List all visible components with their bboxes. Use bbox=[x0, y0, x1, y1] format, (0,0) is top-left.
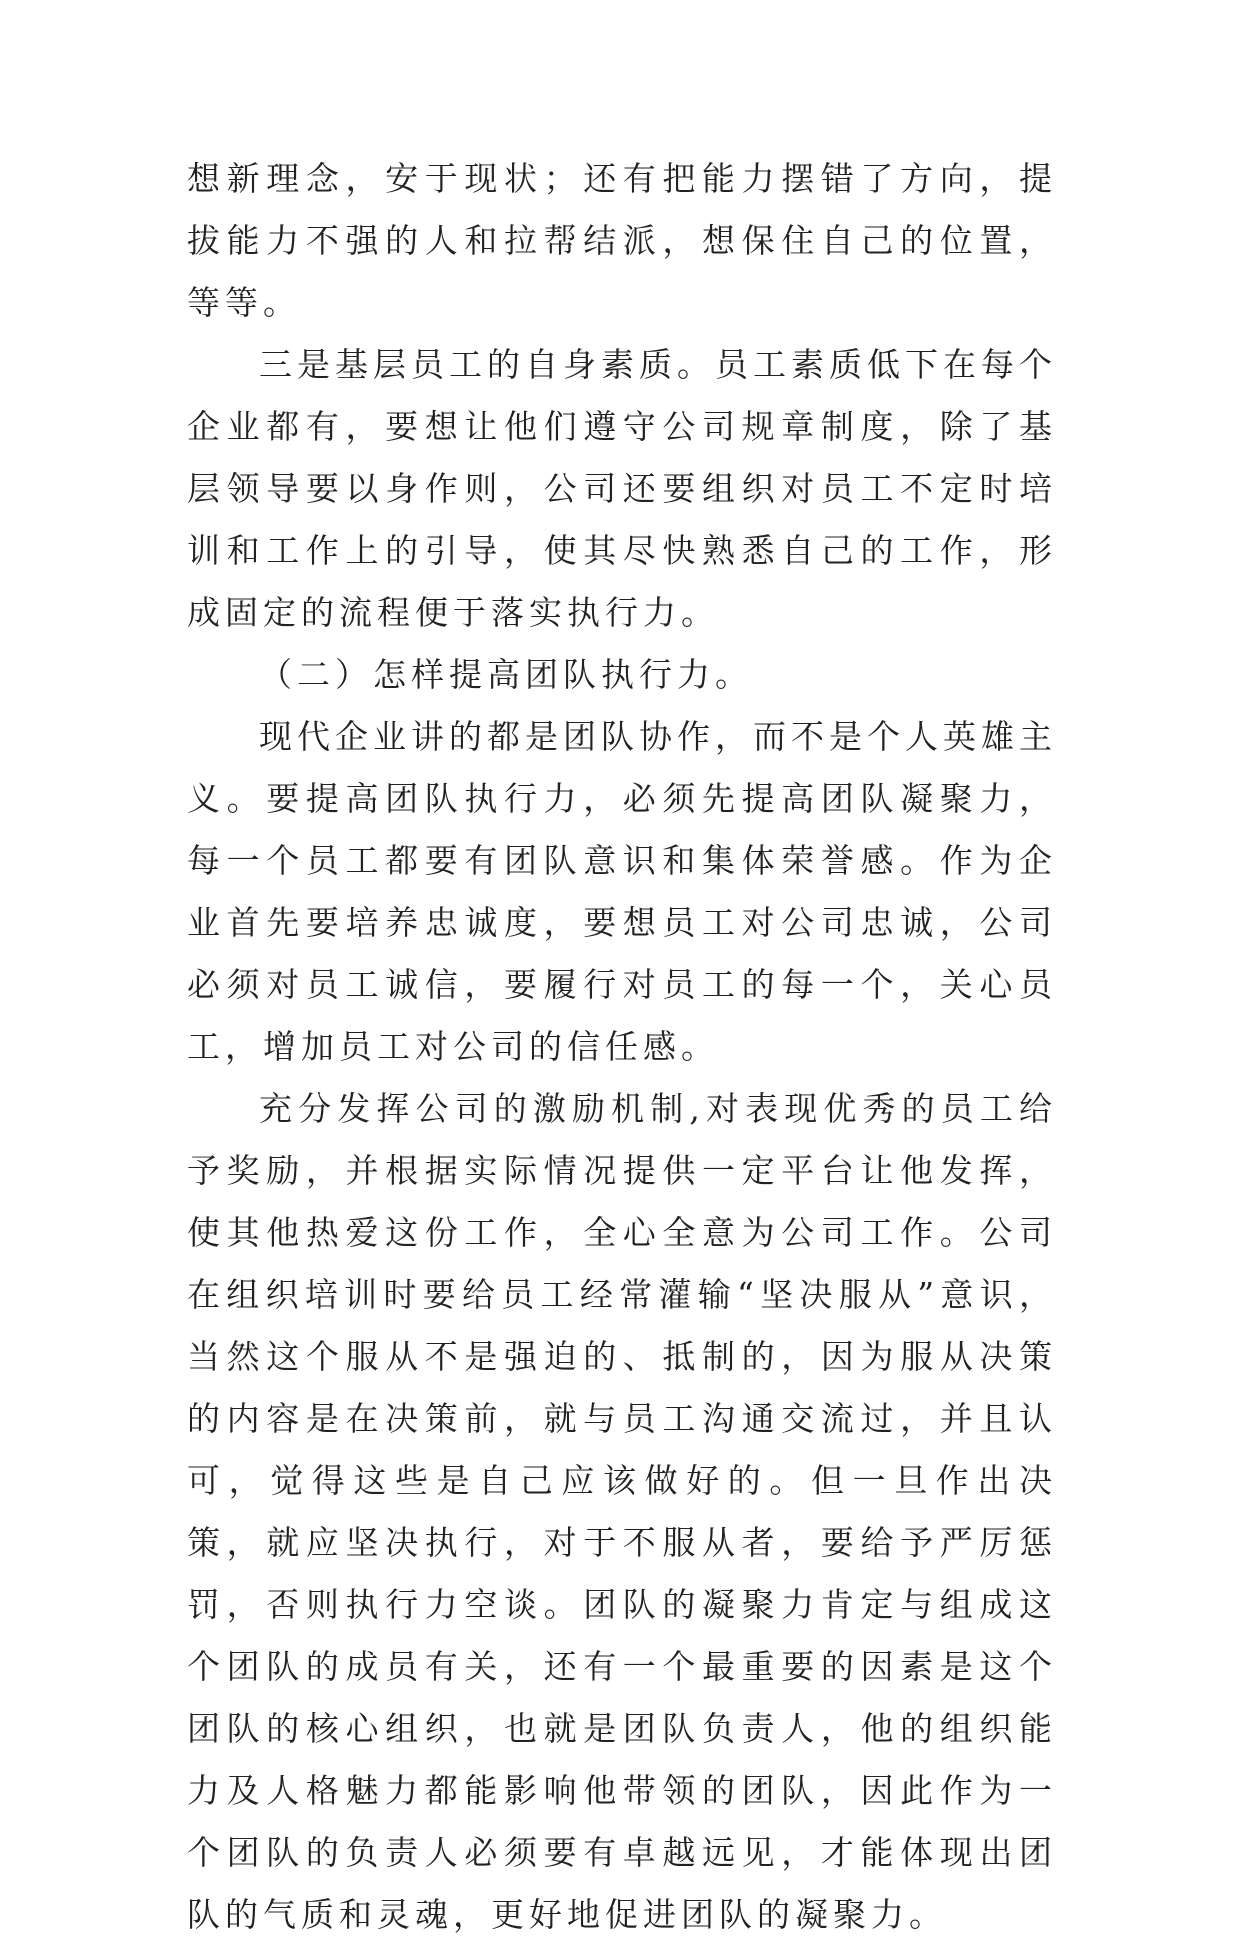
paragraph-continuation: 想新理念，安于现状；还有把能力摆错了方向，提拔能力不强的人和拉帮结派，想保住自己的位置，等等。 bbox=[187, 159, 1057, 322]
section-heading: （二）怎样提高团队执行力。 bbox=[259, 655, 753, 694]
paragraph-incentive-mechanism: 充分发挥公司的激励机制,对表现优秀的员工给予奖励，并根据实际情况提供一定平台让他发挥，使其他热爱这份工作，全心全意为公司工作。公司在组织培训时要给员工经常灌输“坚决服从”意识，当然这个服从不是强迫的、抵制的，因为服从决策的内容是在决策前，就与员工沟通交流过，并且认可，觉得这些是自己应该做好的。但一旦作出决策，就应坚决执行，对于不服从者，要给予严厉惩罚，否则执行力空谈。团队的凝聚力肯定与组成这个团队的成员有关，还有一个最重要的因素是这个团队的核心组织，也就是团队负责人，他的组织能力及人格魅力都能影响他带领的团队，因此作为一个团队的负责人必须要有卓越远见，才能体现出团队的气质和灵魂，更好地促进团队的凝聚力。 bbox=[187, 1089, 1057, 1934]
paragraph-staff-quality: 三是基层员工的自身素质。员工素质低下在每个企业都有，要想让他们遵守公司规章制度，除了基层领导要以身作则，公司还要组织对员工不定时培训和工作上的引导，使其尽快熟悉自己的工作，形成固定的流程便于落实执行力。 bbox=[187, 345, 1057, 632]
paragraph-team-cooperation: 现代企业讲的都是团队协作，而不是个人英雄主义。要提高团队执行力，必须先提高团队凝聚力，每一个员工都要有团队意识和集体荣誉感。作为企业首先要培养忠诚度，要想员工对公司忠诚，公司必须对员工诚信，要履行对员工的每一个，关心员工，增加员工对公司的信任感。 bbox=[187, 717, 1057, 1066]
document-body bbox=[187, 148, 1057, 1946]
